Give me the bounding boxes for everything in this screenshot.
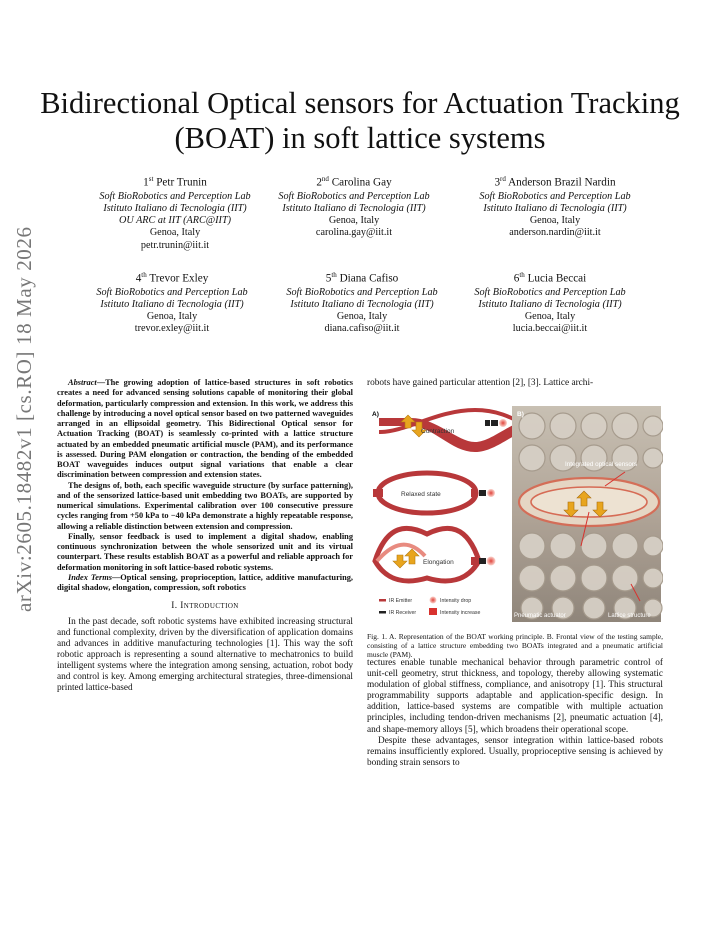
right-top-text: robots have gained particular attention [2], [3]. Lattice archi- <box>367 378 594 388</box>
figure-1 <box>367 406 663 625</box>
author-1: 1st Petr Trunin Soft BioRobotics and Perception Lab Istituto Italiano di Tecnologia (IIT) OU ARC at IIT (ARC@IIT) Genoa, Italy petr.trunin@iit.it <box>99 175 251 251</box>
svg-text:Intensity drop: Intensity drop <box>440 598 472 604</box>
intensity-drop-icon <box>499 419 507 427</box>
right-paragraph-1: tectures enable tunable mechanical behavior through parametric control of unit-cell geometry, strut thickness, and topology, thereby allowing systematic modulation of global stiffness, compliance, and anisotropy [1]. This structural programmability supports adaptable and application-specific design. In addition, lattice-based systems are compatible with multiple actuation principles, including tendon-driven mechanisms [2], pneumatic actuation [4], and shape-memory alloys [5], which broadens their operational scope. <box>367 658 663 735</box>
author-6: 6th Lucia Beccai Soft BioRobotics and Perception Lab Istituto Italiano di Tecnologia (IIT) Genoa, Italy lucia.beccai@iit.it <box>474 271 626 335</box>
pam-label: Pneumatic actuator <box>514 613 566 619</box>
intro-paragraph: In the past decade, soft robotic systems have exhibited increasing structural and functional complexity, driven by the diversification of application domains and advances in additive manufacturing technologies [1]. This way the soft robotic approach is representing a sound alternative to mechatronics to build intelligent systems where the integration among sensing, actuation, robot body and control is key. Among emerging architectural strategies, three-dimensional printed lattice-based <box>57 616 353 694</box>
section-heading: I. Introduction <box>171 601 239 612</box>
author-3: 3rd Anderson Brazil Nardin Soft BioRobotics and Perception Lab Istituto Italiano di Tecnologia (IIT) Genoa, Italy anderson.nardin@iit.it <box>479 175 631 239</box>
svg-text:Intensity increase: Intensity increase <box>440 610 481 616</box>
elongation-label: Elongation <box>423 559 454 566</box>
arxiv-identifier: arXiv:2605.18482v1 [cs.RO] 18 May 2026 <box>12 226 36 612</box>
panel-b-label: B) <box>517 411 524 418</box>
integrated-sensors-label: Integrated optical sensors <box>565 461 638 468</box>
abstract-paragraph-2: The designs of, both, each specific waveguide structure (by surface patterning), and of the sensorized lattice-based unit embedding two BOATs, are supported by numerical simulations. Experimental calibration over 100 consecutive pressure cycles ranging from +50 kPa to −40 kPa demonstrate a highly repeatable response, allowing a reliable distinction between extension and compression. <box>57 480 353 531</box>
contraction-label: Contraction <box>421 428 455 435</box>
svg-text:IR Emitter: IR Emitter <box>389 598 413 604</box>
author-4: 4th Trevor Exley Soft BioRobotics and Perception Lab Istituto Italiano di Tecnologia (IIT) Genoa, Italy trevor.exley@iit.it <box>96 271 248 335</box>
figure-legend <box>379 597 480 617</box>
ir-receiver-icon <box>485 420 490 426</box>
right-column-text <box>367 658 663 769</box>
lattice-label: Lattice structure <box>608 613 651 619</box>
relaxed-label: Relaxed state <box>401 491 441 498</box>
sample-photo <box>512 406 663 622</box>
author-2: 2nd Carolina Gay Soft BioRobotics and Perception Lab Istituto Italiano di Tecnologia (IIT) Genoa, Italy carolina.gay@iit.it <box>278 175 430 239</box>
left-column <box>57 378 353 694</box>
index-terms: Index Terms—Optical sensing, proprioception, lattice, additive manufacturing, digital shadow, elongation, compression, soft robotics <box>57 572 353 592</box>
paper-title: Bidirectional Optical sensors for Actuation Tracking (BOAT) in soft lattice systems <box>40 86 680 155</box>
right-paragraph-2: Despite these advantages, sensor integration within lattice-based robots remains insufficiently explored. Usually, proprioceptive sensing is achieved by bonding strain sensors to <box>367 735 663 768</box>
author-5: 5th Diana Cafiso Soft BioRobotics and Perception Lab Istituto Italiano di Tecnologia (IIT) Genoa, Italy diana.cafiso@iit.it <box>286 271 438 335</box>
panel-a-label: A) <box>372 411 379 418</box>
abstract-paragraph-3: Finally, sensor feedback is used to implement a digital shadow, enabling continuous synchronization between the whole sensorized unit and its virtual counterpart. These results establish BOAT as a powerful and reliable approach for deformation monitoring in soft lattice-based robotic systems. <box>57 531 353 572</box>
relaxed-waveguide <box>373 473 495 513</box>
svg-text:IR Receiver: IR Receiver <box>389 610 417 616</box>
abstract: Abstract—The growing adoption of lattice-based structures in soft robotics creates a need for advanced sensing solutions capable of monitoring their global deformation, particularly compression and extension. In this work, we address this challenge by introducing a novel optical sensor based on two patterned waveguides arranged in an ellipsoidal geometry. This Bidirectional Optical sensor for Actuation Tracking (BOAT) is seamlessly co-printed with a lattice structure actuated by an embedded pneumatic artificial muscle (PAM), and its performance is assessed. During PAM elongation or contraction, the bending of the embedded BOAT waveguides induces output signal variations that enable a clear discrimination between compression and extension states. <box>57 378 353 480</box>
figure-caption: Fig. 1. A. Representation of the BOAT working principle. B. Frontal view of the testing sample, consisting of a lattice structure embedding two BOATs integrated and a pneumatic artificial muscle (PAM). <box>367 632 663 659</box>
elongation-waveguide <box>375 528 496 581</box>
